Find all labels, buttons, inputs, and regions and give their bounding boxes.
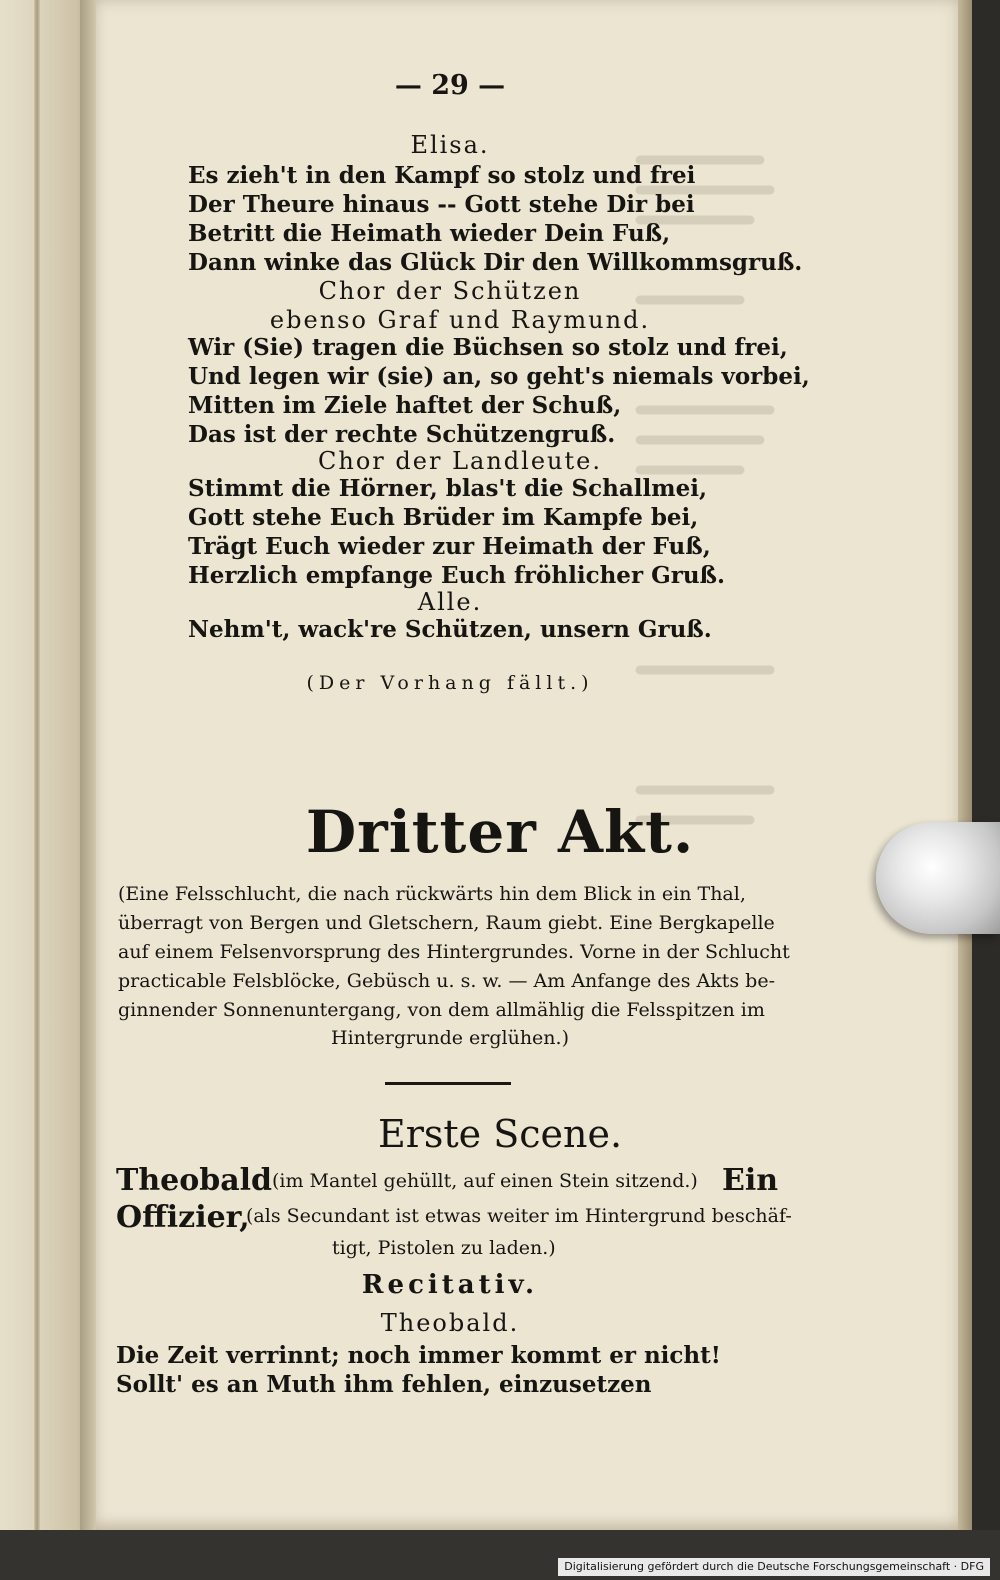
speaker-elisa: Elisa.	[410, 131, 490, 159]
recitativ-heading: Recitativ.	[361, 1270, 539, 1300]
verse-line: Mitten im Ziele haftet der Schuß,	[188, 392, 622, 419]
verse-line: Dann winke das Glück Dir den Willkommsgruß.	[188, 249, 803, 276]
speaker-chor-der-schuetzen: Chor der Schützen	[318, 277, 582, 305]
speaker-note: ebenso Graf und Raymund.	[269, 306, 651, 334]
page-stack-edge	[34, 0, 40, 1530]
character-note-offizier: tigt, Pistolen zu laden.)	[332, 1237, 556, 1259]
character-offizier: Offizier,	[116, 1200, 250, 1235]
previous-page-stack	[0, 0, 90, 1530]
verse-line: Trägt Euch wieder zur Heimath der Fuß,	[188, 533, 711, 560]
stage-direction-curtain: (Der Vorhang fällt.)	[306, 672, 594, 694]
verse-line: Sollt' es an Muth ihm fehlen, einzusetzen	[116, 1371, 652, 1398]
verse-line: Stimmt die Hörner, blas't die Schallmei,	[188, 475, 707, 502]
verse-line: Wir (Sie) tragen die Büchsen so stolz und frei,	[188, 334, 788, 361]
verse-line: Nehm't, wack're Schützen, unsern Gruß.	[188, 616, 712, 643]
character-note-offizier: (als Secundant ist etwas weiter im Hintergrund beschäf-	[246, 1205, 792, 1227]
section-divider	[385, 1082, 511, 1085]
verse-line: Herzlich empfange Euch fröhlicher Gruß.	[188, 562, 726, 589]
character-theobald: Theobald	[116, 1163, 273, 1198]
verse-line: Betritt die Heimath wieder Dein Fuß,	[188, 220, 671, 247]
speaker-chor-der-landleute: Chor der Landleute.	[318, 447, 602, 475]
scene-title: Erste Scene.	[377, 1112, 623, 1156]
stage-direction-line: Hintergrunde erglühen.)	[331, 1027, 569, 1049]
page-right-edge	[958, 0, 972, 1530]
page-clip	[876, 822, 1000, 934]
stage-direction-line: practicable Felsblöcke, Gebüsch u. s. w. — Am Anfange des Akts be-	[118, 970, 776, 992]
character-ein: Ein	[722, 1163, 779, 1198]
stage-direction-line: ginnender Sonnenuntergang, von dem allmählig die Felsspitzen im	[118, 999, 765, 1021]
verse-line: Und legen wir (sie) an, so geht's niemals vorbei,	[188, 363, 810, 390]
verse-line: Es zieh't in den Kampf so stolz und frei	[188, 162, 696, 189]
stage-direction-line: auf einem Felsenvorsprung des Hintergrundes. Vorne in der Schlucht	[118, 941, 790, 963]
page-number: — 29 —	[394, 70, 506, 101]
verse-line: Die Zeit verrinnt; noch immer kommt er nicht!	[116, 1342, 721, 1369]
speaker-theobald: Theobald.	[380, 1309, 520, 1337]
stage-direction-line: (Eine Felsschlucht, die nach rückwärts hin dem Blick in ein Thal,	[118, 883, 746, 905]
stage-direction-line: überragt von Bergen und Gletschern, Raum giebt. Eine Bergkapelle	[118, 912, 775, 934]
verse-line: Gott stehe Euch Brüder im Kampfe bei,	[188, 504, 699, 531]
act-title: Dritter Akt.	[305, 798, 695, 866]
digitization-credit: Digitalisierung gefördert durch die Deutsche Forschungsgemeinschaft · DFG	[558, 1558, 990, 1576]
speaker-alle: Alle.	[417, 588, 483, 616]
verse-line: Das ist der rechte Schützengruß.	[188, 421, 616, 448]
verse-line: Der Theure hinaus -- Gott stehe Dir bei	[188, 191, 695, 218]
character-note-theobald: (im Mantel gehüllt, auf einen Stein sitzend.)	[272, 1170, 698, 1192]
